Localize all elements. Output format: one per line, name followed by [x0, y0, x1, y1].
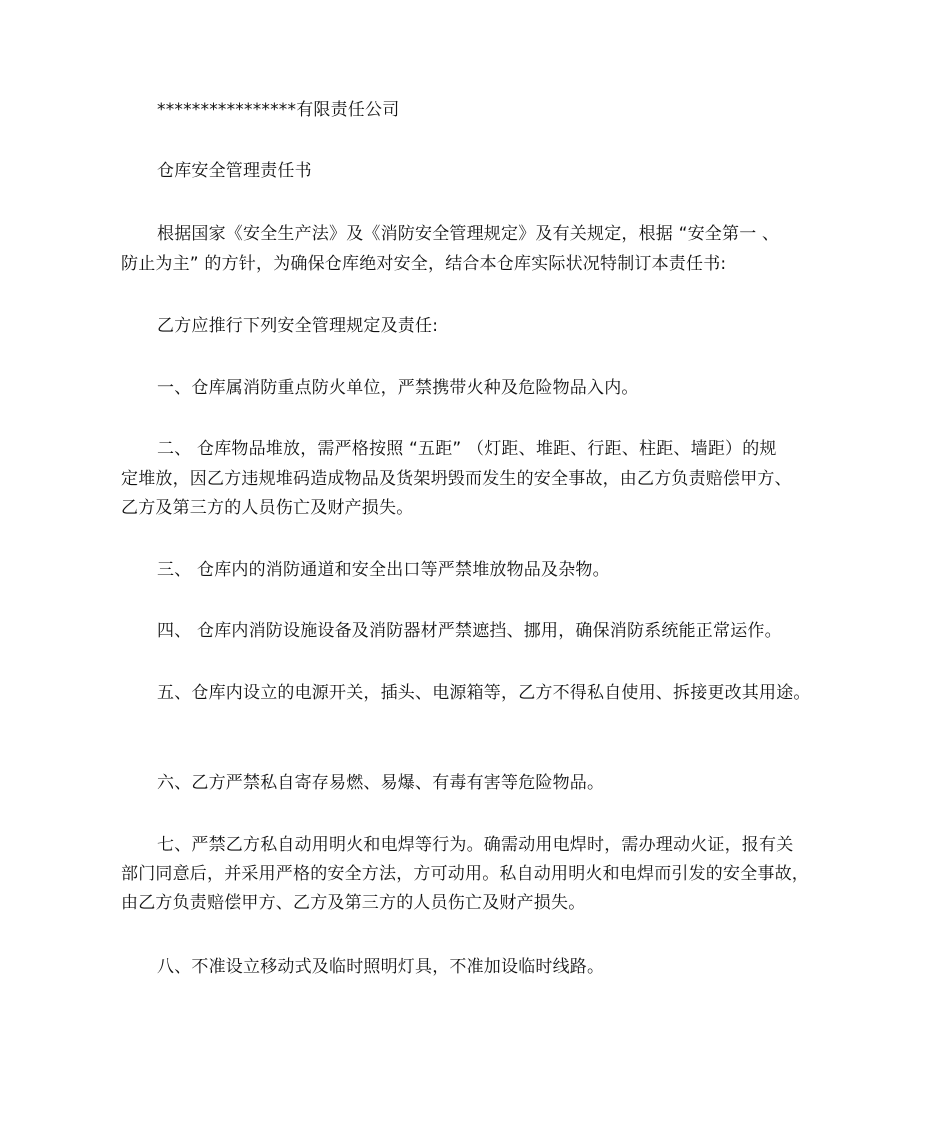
item-7-line-2: 部门同意后，并采用严格的安全方法，方可动用。私自动用明火和电焊而引发的安全事故，: [121, 864, 809, 884]
item-6: 六、乙方严禁私自寄存易燃、易爆、有毒有害等危险物品。: [157, 773, 605, 793]
item-3: 三、 仓库内的消防通道和安全出口等严禁堆放物品及杂物。: [157, 560, 610, 580]
item-2-line-2: 定堆放，因乙方违规堆码造成物品及货架坍毁而发生的安全事故，由乙方负责赔偿甲方、: [121, 469, 792, 489]
item-1: 一、仓库属消防重点防火单位，严禁携带火种及危险物品入内。: [157, 378, 639, 398]
intro-paragraph-line-1: 根据国家《安全生产法》及《消防安全管理规定》及有关规定，根据 “安全第一 、: [157, 224, 780, 244]
item-7-line-1: 七、严禁乙方私自动用明火和电焊等行为。确需动用电焊时，需办理动火证，报有关: [157, 835, 794, 855]
item-8: 八、不准设立移动式及临时照明灯具，不准加设临时线路。: [157, 957, 605, 977]
item-4: 四、 仓库内消防设施设备及消防器材严禁遮挡、挪用，确保消防系统能正常运作。: [157, 621, 782, 641]
item-2-line-3: 乙方及第三方的人员伤亡及财产损失。: [121, 498, 414, 518]
intro-paragraph-line-2: 防止为主” 的方针，为确保仓库绝对安全，结合本仓库实际状况特制订本责任书:: [121, 254, 727, 274]
document-title: 仓库安全管理责任书: [157, 161, 312, 181]
item-2-line-1: 二、 仓库物品堆放，需严格按照 “五距” （灯距、堆距、行距、柱距、墙距）的规: [157, 439, 777, 459]
obligation-intro: 乙方应推行下列安全管理规定及责任:: [157, 316, 439, 336]
company-heading: ****************有限责任公司: [157, 100, 400, 120]
item-7-line-3: 由乙方负责赔偿甲方、乙方及第三方的人员伤亡及财产损失。: [121, 893, 586, 913]
item-5: 五、仓库内设立的电源开关，插头、电源箱等，乙方不得私自使用、拆接更改其用途。: [157, 683, 811, 703]
